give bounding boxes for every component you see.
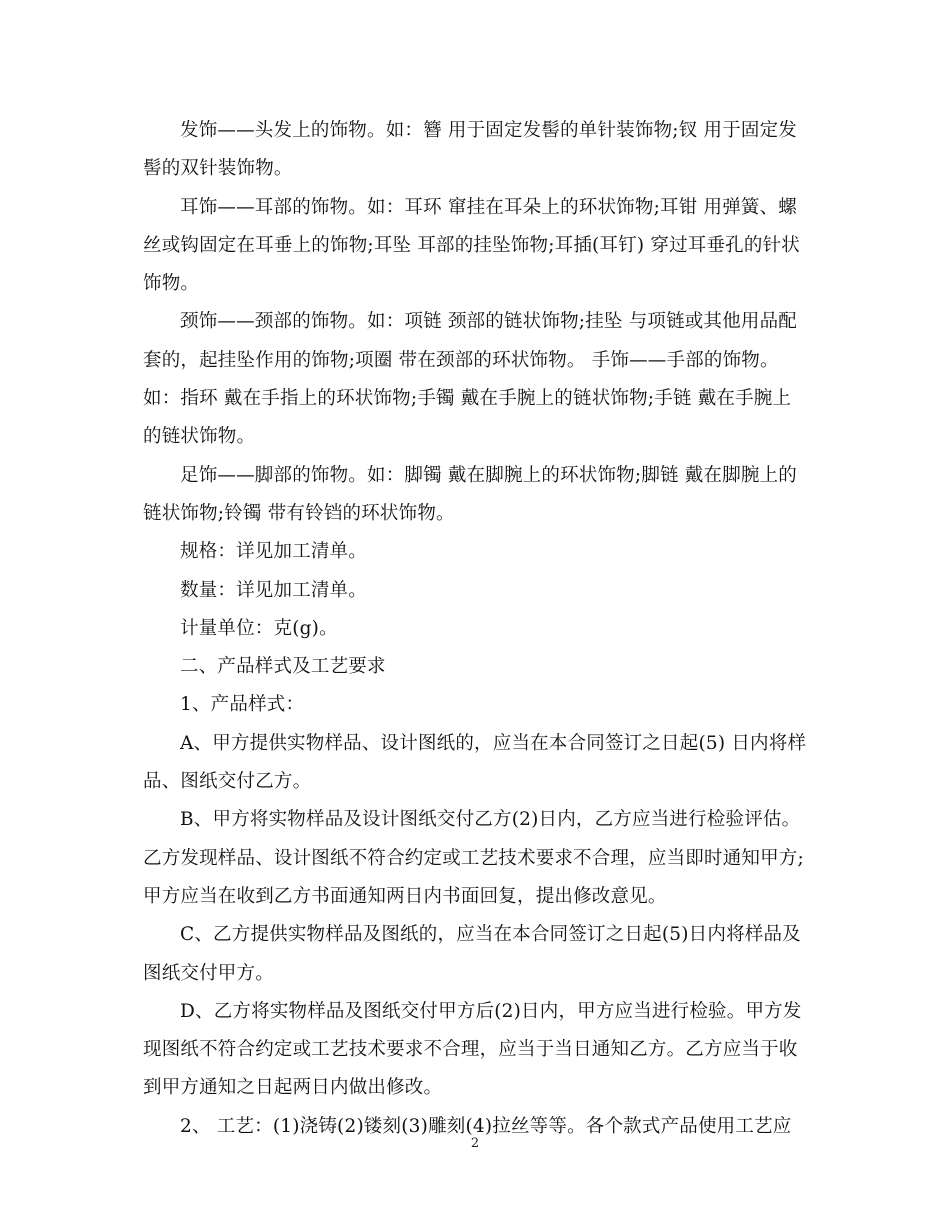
paragraph-foot-ornaments: 足饰——脚部的饰物。如：脚镯 戴在脚腕上的环状饰物;脚链 戴在脚腕上的链状饰物;铃镯 带有铃铛的环状饰物。 (143, 464, 797, 524)
clause-a: A、甲方提供实物样品、设计图纸的，应当在本合同签订之日起(5) 日内将样品、图纸交付乙方。 (143, 732, 807, 793)
paragraph-neck-hand-ornaments: 颈饰——颈部的饰物。如：项链 颈部的链状饰物;挂坠 与项链或其他用品配套的，起挂坠作用的饰物;项圈 带在颈部的环状饰物。 手饰——手部的饰物。如：指环 戴在手指上的环状饰物;手镯 戴在手腕上的链状饰物;手链 戴在手腕上的链状饰物。 (143, 311, 797, 448)
section-heading-style-process: 二、产品样式及工艺要求 (180, 656, 386, 678)
subheading-product-style: 1、产品样式： (180, 694, 305, 716)
clause-b: B、甲方将实物样品及设计图纸交付乙方(2)日内，乙方应当进行检验评估。乙方发现样品、设计图纸不符合约定或工艺技术要求不合理，应当即时通知甲方;甲方应当在收到乙方书面通知两日内书面回复，提出修改意见。 (143, 809, 804, 907)
paragraph-unit: 计量单位：克(g)。 (180, 617, 338, 639)
page-number: 2 (470, 1136, 480, 1151)
paragraph-hair-ornaments: 发饰——头发上的饰物。如：簪 用于固定发髻的单针装饰物;钗 用于固定发髻的双针装饰物。 (143, 120, 797, 180)
paragraph-quantity: 数量：详见加工清单。 (180, 579, 368, 601)
clause-process: 2、 工艺：(1)浇铸(2)镂刻(3)雕刻(4)拉丝等等。各个款式产品使用工艺应 (180, 1115, 792, 1137)
clause-d: D、乙方将实物样品及图纸交付甲方后(2)日内，甲方应当进行检验。甲方发现图纸不符合约定或工艺技术要求不合理，应当于当日通知乙方。乙方应当于收到甲方通知之日起两日内做出修改。 (143, 1000, 802, 1099)
clause-c: C、乙方提供实物样品及图纸的，应当在本合同签订之日起(5)日内将样品及图纸交付甲方。 (143, 924, 801, 984)
paragraph-specification: 规格：详见加工清单。 (180, 541, 368, 563)
document-body (143, 112, 807, 1146)
paragraph-ear-ornaments: 耳饰——耳部的饰物。如：耳环 窜挂在耳朵上的环状饰物;耳钳 用弹簧、螺丝或钩固定在耳垂上的饰物;耳坠 耳部的挂坠饰物;耳插(耳钉) 穿过耳垂孔的针状饰物。 (143, 196, 800, 295)
